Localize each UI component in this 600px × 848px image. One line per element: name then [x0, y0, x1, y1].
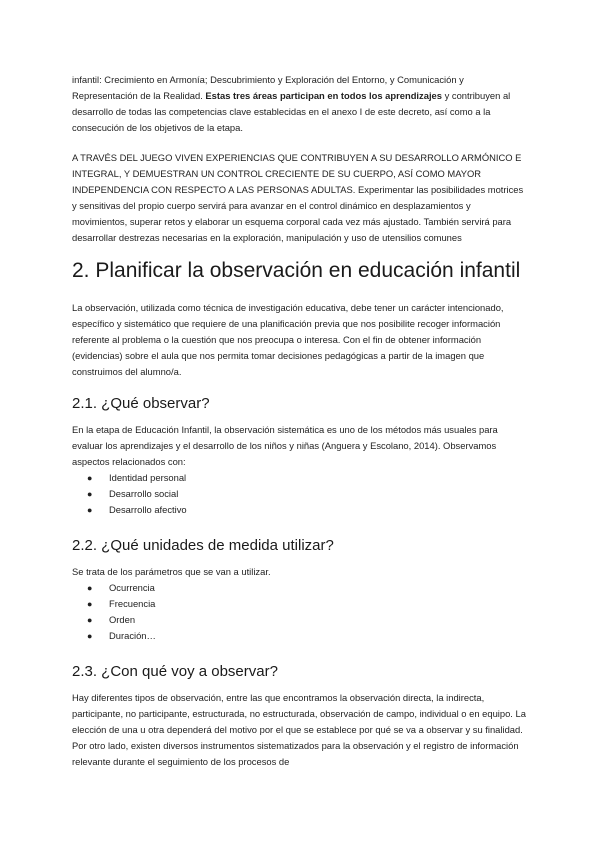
list-item	[72, 628, 528, 644]
bullet-icon: ●	[87, 631, 93, 641]
intro-text-b: y contribuyen al desarrollo de todas las competencias clave establecidas en el anexo I de este decreto, así como a la consecución de los objetivos de la etapa.	[72, 90, 511, 133]
section-2-heading: 2. Planificar la observación en educación infantil	[72, 259, 521, 282]
list-item-label: Ocurrencia	[109, 582, 155, 593]
list-item-label: Desarrollo afectivo	[109, 504, 187, 515]
list-item-label: Desarrollo social	[109, 488, 179, 499]
list-item-label: Identidad personal	[109, 472, 187, 483]
section-2-2-heading: 2.2. ¿Qué unidades de medida utilizar?	[72, 537, 334, 554]
section-2-paragraph: La observación, utilizada como técnica de investigación educativa, debe tener un carácter intencionado, específico y sistemático que requiere de una planificación previa que nos posibilite recoger información referente al problema o la cuestión que nos preocupa o interesa. Con el fin de obtener información (evidencias) sobre el aula que nos permita tomar decisiones pedagógicas a partir de la imagen que construimos del alumno/a.	[72, 302, 504, 377]
section-2-2-paragraph: Se trata de los parámetros que se van a utilizar.	[72, 566, 271, 577]
list-item-label: Duración…	[109, 630, 156, 641]
list-item	[72, 486, 528, 502]
list-item	[72, 612, 528, 628]
bullet-icon: ●	[87, 583, 93, 593]
bullet-icon: ●	[87, 473, 93, 483]
intro-text-a: infantil: Crecimiento en Armonía; Descubrimiento y Exploración del Entorno, y Comunicación y Representación de la Realidad.	[72, 74, 464, 101]
bullet-icon: ●	[87, 599, 93, 609]
list-item	[72, 596, 528, 612]
juego-paragraph: A TRAVÉS DEL JUEGO VIVEN EXPERIENCIAS QUE CONTRIBUYEN A SU DESARROLLO ARMÓNICO E INTEGRAL, Y DEMUESTRAN UN CONTROL CRECIENTE DE SU CUERPO, ASÍ COMO MAYOR INDEPENDENCIA CON RESPECTO A LAS PERSONAS ADULTAS. Experimentar las posibilidades motrices y sensitivas del propio cuerpo servirá para avanzar en el control dinámico en desplazamientos y movimientos, superar retos y elaborar un esquema corporal cada vez más ajustado. También servirá para desarrollar destrezas necesarias en la exploración, manipulación y uso de utensilios comunes	[72, 152, 524, 243]
bullet-icon: ●	[87, 615, 93, 625]
list-item	[72, 580, 528, 596]
list-item	[72, 470, 528, 486]
bullet-icon: ●	[87, 505, 93, 515]
section-2-2-list	[72, 580, 528, 644]
section-2-3-paragraph: Hay diferentes tipos de observación, entre las que encontramos la observación directa, la indirecta, participante, no participante, estructurada, no estructurada, observación de campo, individual o en equipo. La elección de una u otra dependerá del motivo por el que se establece por qué se va a observar y su finalidad. Por otro lado, existen diversos instrumentos sistematizados para la observación y el registro de información relevante durante el seguimiento de los procesos de	[72, 692, 526, 767]
list-item	[72, 502, 528, 518]
bullet-icon: ●	[87, 489, 93, 499]
section-2-3-heading: 2.3. ¿Con qué voy a observar?	[72, 663, 278, 680]
intro-bold-text: Estas tres áreas participan en todos los aprendizajes	[205, 90, 442, 101]
section-2-1-list	[72, 470, 528, 518]
list-item-label: Frecuencia	[109, 598, 156, 609]
intro-paragraph	[72, 72, 528, 136]
section-2-1-paragraph: En la etapa de Educación Infantil, la observación sistemática es uno de los métodos más usuales para evaluar los aprendizajes y el desarrollo de los niños y niñas (Anguera y Escolano, 2014). Observamos aspectos relacionados con:	[72, 424, 498, 467]
page-content	[72, 72, 528, 770]
list-item-label: Orden	[109, 614, 136, 625]
section-2-1-heading: 2.1. ¿Qué observar?	[72, 395, 210, 412]
